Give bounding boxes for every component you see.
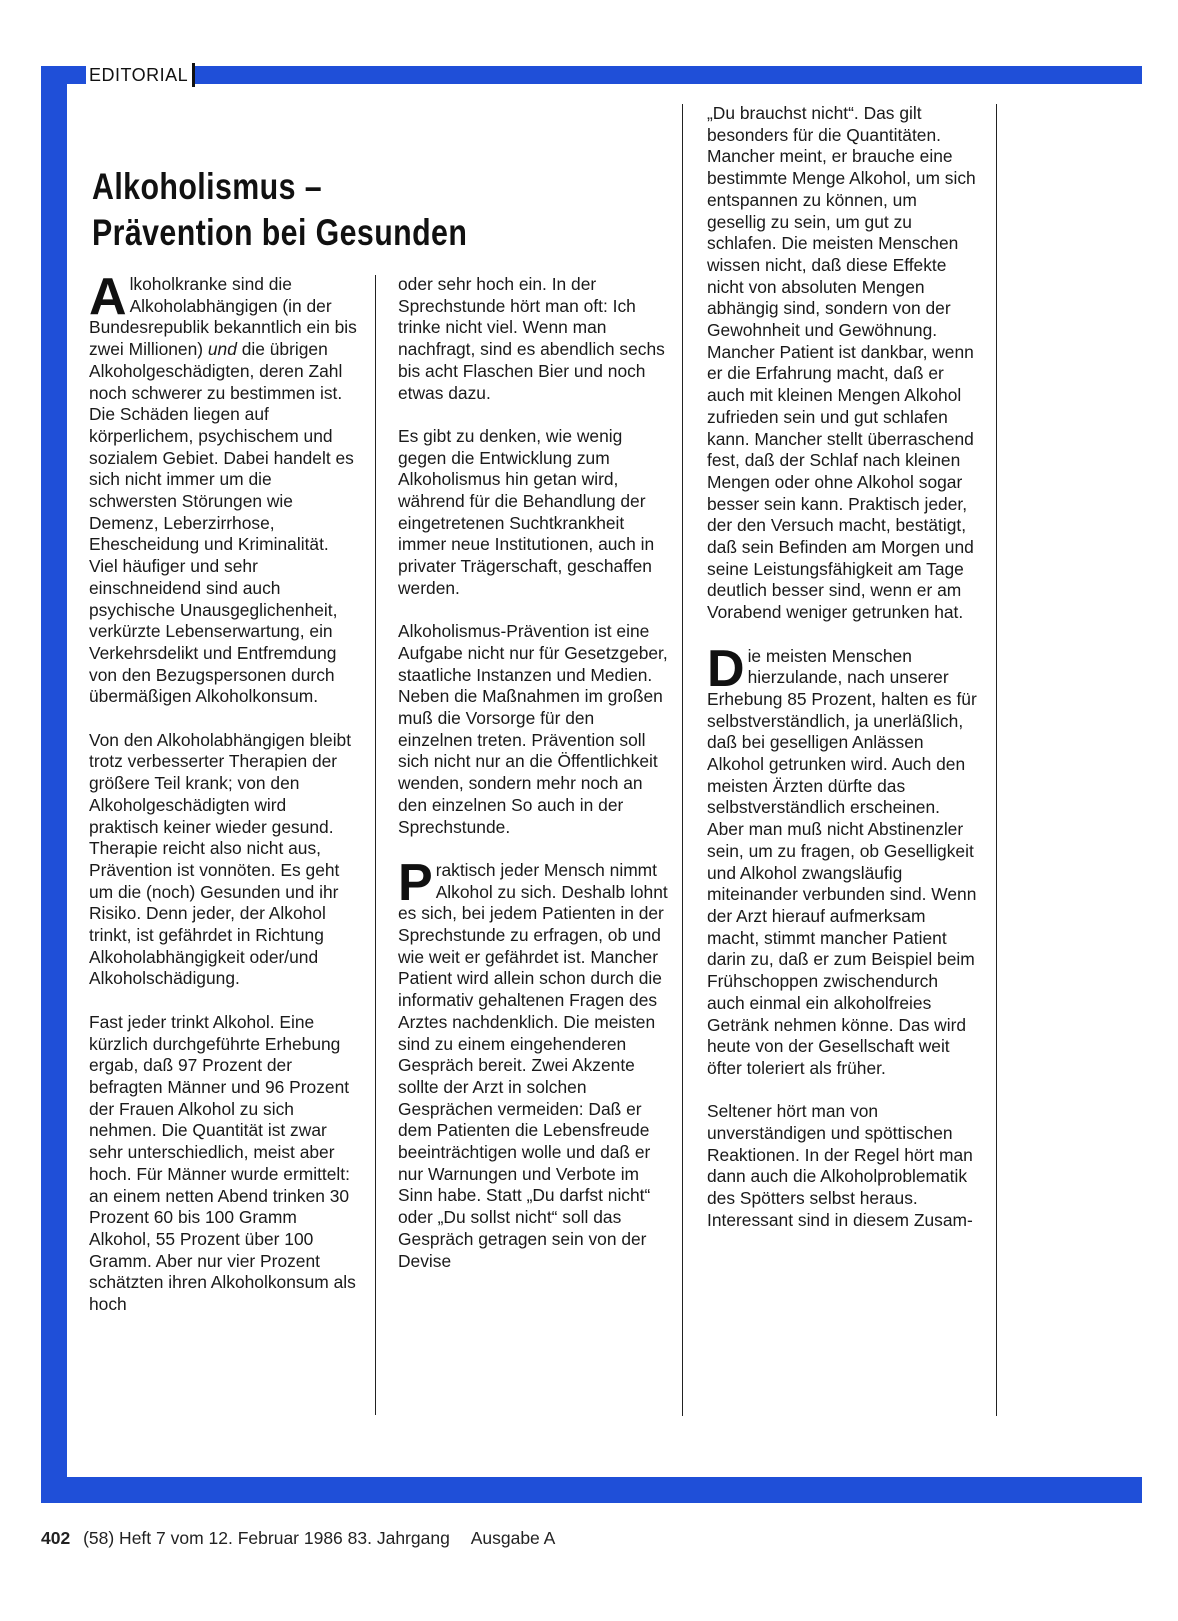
paragraph: Von den Alkoholabhängigen bleibt trotz verbesserter Therapien der größere Teil krank; von den Alkoholgeschädigten wird praktisch keiner wieder gesund. Therapie reicht also nicht aus, Prävention ist vonnöten. Es geht um die (noch) Gesunden und ihr Risiko. Denn jeder, der Alkohol trinkt, ist gefährdet in Richtung Alkoholabhängigkeit oder/und Alkoholschädigung.	[89, 729, 352, 989]
paragraph: Alkoholismus-Prävention ist eine Aufgabe nicht nur für Gesetzgeber, staatliche Instanzen und Medien. Neben die Maßnahmen im großen muß die Vorsorge für den einzelnen treten. Prävention soll sich nicht nur an die Öffentlichkeit wenden, sondern mehr noch an den einzelnen So auch in der Sprechstunde.	[398, 621, 668, 837]
drop-cap: P	[398, 853, 433, 912]
issue-info: (58) Heft 7 vom 12. Februar 1986 83. Jahrgang	[83, 1528, 450, 1548]
paragraph: „Du brauchst nicht“. Das gilt besonders für die Quantitäten. Mancher meint, er brauche eine bestimmte Menge Alkohol, um sich entspannen zu können, um gesellig zu sein, um gut zu schlafen. Die meisten Menschen wissen nicht, daß diese Effekte nicht von absoluten Mengen abhängig sind, sondern von der Gewohnheit und Gewöhnung. Mancher Patient ist dankbar, wenn er die Erfahrung macht, daß er auch mit kleinen Mengen Alkohol zufrieden sein und gut schlafen kann. Mancher stellt überraschend fest, daß der Schlaf nach kleinen Mengen oder ohne Alkohol sogar besser sein kann. Praktisch jeder, der den Versuch macht, bestätigt, daß sein Befinden am Morgen und seine Leistungsfähigkeit am Tage deutlich besser sind, wenn er am Vorabend weniger getrunken hat.	[707, 103, 976, 623]
title-line-1: Alkoholismus –	[92, 166, 322, 207]
drop-cap: D	[707, 639, 745, 698]
paragraph: oder sehr hoch ein. In der Sprechstunde hört man oft: Ich trinke nicht viel. Wenn man nachfragt, sind es abendlich sechs bis acht Flaschen Bier und noch etwas dazu.	[398, 274, 665, 403]
column-1	[89, 268, 359, 1316]
column-3	[707, 103, 977, 1232]
paragraph: Praktisch jeder Mensch nimmt Alkohol zu sich. Deshalb lohnt es sich, bei jedem Patienten in der Sprechstunde zu erfragen, ob und wie weit er gefährdet ist. Mancher Patient wird allein schon durch die informativ gehaltenen Fragen des Arztes nachdenklich. Die meisten sind zu einem eingehenderen Gespräch bereit. Zwei Akzente sollte der Arzt in solchen Gesprächen vermeiden: Daß er dem Patienten die Lebensfreude beeinträchtigen wolle und daß er nur Warnungen und Verbote im Sinn habe. Statt „Du darfst nicht“ oder „Du sollst nicht“ soll das Gespräch getragen sein von der Devise	[398, 853, 668, 1271]
paragraph: Es gibt zu denken, wie wenig gegen die Entwicklung zum Alkoholismus hin getan wird, während für die Behandlung der eingetretenen Suchtkrankheit immer neue Institutionen, auch in privater Trägerschaft, geschaffen werden.	[398, 425, 655, 598]
section-label: EDITORIAL	[86, 63, 195, 87]
top-blue-bar	[41, 66, 1142, 84]
paragraph: Fast jeder trinkt Alkohol. Eine kürzlich durchgeführte Erhebung ergab, daß 97 Prozent der befragten Männer und 96 Prozent der Frauen Alkohol zu sich nehmen. Die Quantität ist zwar sehr unterschiedlich, meist aber hoch. Für Männer wurde ermittelt: an einem netten Abend trinken 30 Prozent 60 bis 100 Gramm Alkohol, 55 Prozent über 100 Gramm. Aber nur vier Prozent schätzten ihren Alkoholkonsum als hoch	[89, 1011, 356, 1315]
column-2	[398, 274, 668, 1272]
paragraph: Die meisten Menschen hierzulande, nach unserer Erhebung 85 Prozent, halten es für selbstverständlich, ja unerläßlich, daß bei geselligen Anlässen Alkohol getrunken wird. Auch den meisten Ärzten dürfte das selbstverständlich erscheinen. Aber man muß nicht Abstinenzler sein, um zu fragen, ob Geselligkeit und Alkohol zwangsläufig miteinander verbunden sind. Wenn der Arzt hierauf aufmerksam macht, stimmt mancher Patient darin zu, daß er zum Beispiel beim Frühschoppen zwischendurch auch einmal ein alkoholfreies Getränk nehmen könne. Das wird heute von der Gesellschaft weit öfter toleriert als früher.	[707, 639, 977, 1078]
title-line-2: Prävention bei Gesunden	[92, 212, 468, 253]
column-rule-2	[682, 104, 683, 1416]
edition: Ausgabe A	[470, 1528, 556, 1548]
column-rule-3	[996, 104, 997, 1416]
left-blue-bar	[41, 66, 67, 1503]
paragraph: Seltener hört man von unverständigen und spöttischen Reaktionen. In der Regel hört man dann auch die Alkoholproblematik des Spötters selbst heraus. Interessant sind in diesem Zusam-	[707, 1101, 973, 1230]
bottom-blue-bar	[41, 1477, 1142, 1503]
page-footer	[41, 1528, 557, 1549]
article-title	[92, 164, 584, 256]
paragraph: Alkoholkranke sind die Alkoholabhängigen (in der Bundesrepublik bekanntlich ein bis zwei Millionen) und die übrigen Alkoholgeschädigten, deren Zahl noch schwerer zu bestimmen ist. Die Schäden liegen auf körperlichem, psychischem und sozialem Gebiet. Dabei handelt es sich nicht immer um die schwersten Störungen wie Demenz, Leberzirrhose, Ehescheidung und Kriminalität. Viel häufiger und sehr einschneidend sind auch psychische Unausgeglichenheit, verkürzte Lebenserwartung, ein Verkehrsdelikt und Entfremdung von den Bezugspersonen durch übermäßigen Alkoholkonsum.	[89, 268, 357, 707]
page-number: 402	[41, 1528, 71, 1548]
column-rule-1	[375, 275, 376, 1415]
drop-cap: A	[89, 268, 127, 326]
